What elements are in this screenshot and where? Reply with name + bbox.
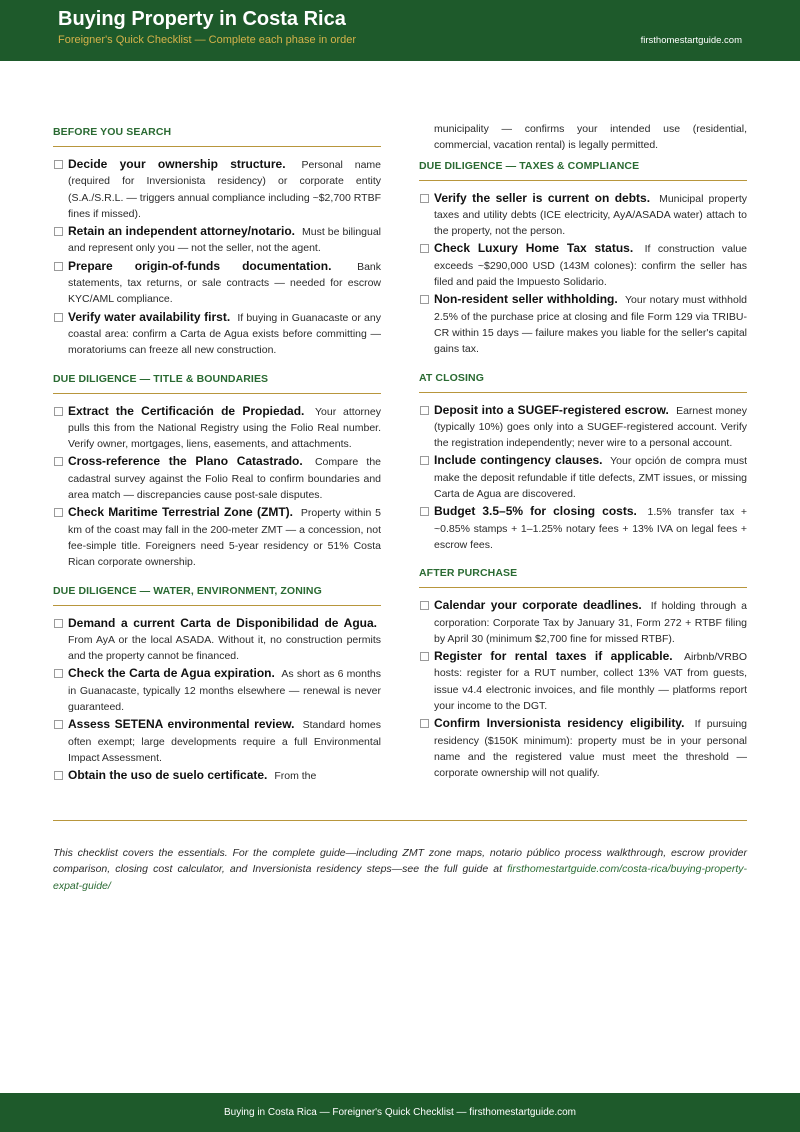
full-guide-link[interactable]: firsthomestartguide.com/costa-rica/buying-property-expat-guide/ [53, 863, 747, 892]
checklist-item [419, 597, 747, 647]
section-divider [53, 820, 747, 821]
item-description: If buying in Guanacaste or any coastal area: confirm a Carta de Agua exists before committing — moratoriums can freeze all new construction. [68, 311, 381, 357]
checklist-item [419, 503, 747, 553]
header-site-link[interactable]: firsthomestartguide.com [640, 35, 742, 46]
item-title: Retain an independent attorney/notario. [68, 224, 295, 239]
item-description: Property within 5 km of the coast may fall in the 200-meter ZMT — a concession, not fee-simple title. Foreigners need 5-year residency or 51% Costa Rican corporate ownership. [68, 507, 382, 569]
checkbox-icon[interactable] [54, 262, 63, 271]
checklist-item [419, 291, 747, 357]
page-footer [0, 1093, 800, 1132]
checklist-item [53, 767, 381, 784]
item-description: Your attorney pulls this from the National Registry using the Folio Real number. Verify owner, mortgages, liens, easements, and attachments. [68, 405, 381, 451]
item-description: From AyA or the local ASADA. Without it, no construction permits and the property cannot be financed. [68, 633, 381, 663]
closing-note [53, 845, 747, 894]
checklist-item [53, 309, 381, 359]
checklist-item [419, 240, 747, 290]
checkbox-icon[interactable] [420, 295, 429, 304]
item-description: Standard homes often exempt; large developments require a full Environmental Impact Assessment. [68, 719, 381, 764]
checklist-item [53, 223, 381, 257]
checklist-item [53, 665, 381, 715]
checkbox-icon[interactable] [420, 194, 429, 203]
checklist-section [419, 157, 747, 358]
checkbox-icon[interactable] [420, 601, 429, 610]
item-title: Demand a current Carta de Disponibilidad de Agua. [68, 615, 377, 630]
item-title: Confirm Inversionista residency eligibility. [434, 716, 685, 731]
section-title: AFTER PURCHASE [419, 564, 747, 588]
page-subtitle: Foreigner's Quick Checklist — Complete each phase in order [58, 34, 357, 46]
checklist-item [53, 403, 381, 453]
checklist-item [53, 504, 381, 570]
section-title: DUE DILIGENCE — WATER, ENVIRONMENT, ZONING [53, 582, 381, 606]
checkbox-icon[interactable] [420, 719, 429, 728]
checkbox-icon[interactable] [54, 407, 63, 416]
item-description: Your notary must withhold 2.5% of the purchase price at closing and file Form 129 via TRIBU-CR within 15 days — failure makes you liable for the seller's capital gains tax. [434, 294, 747, 356]
footer-text: Buying in Costa Rica — Foreigner's Quick Checklist — firsthomestartguide.com [223, 1107, 577, 1118]
checklist-section [419, 564, 747, 781]
checklist-columns [53, 123, 747, 796]
item-title: Non-resident seller withholding. [434, 292, 618, 307]
item-title: Deposit into a SUGEF-registered escrow. [434, 402, 669, 417]
item-description: As short as 6 months in Guanacaste, typically 12 months elsewhere — renewal is never guaranteed. [68, 668, 381, 714]
item-description: 1.5% transfer tax + ~0.85% stamps + 1–1.25% notary fees + 13% IVA on legal fees + escrow fees. [434, 506, 748, 551]
checklist-item [419, 452, 747, 502]
item-title: Check the Carta de Agua expiration. [68, 666, 275, 681]
checklist-item [53, 453, 381, 503]
item-title: Prepare origin-of-funds documentation. [68, 258, 332, 273]
item-title: Decide your ownership structure. [68, 157, 286, 171]
checklist-item [419, 715, 747, 781]
checklist-item [419, 402, 747, 452]
item-title: Check Maritime Terrestrial Zone (ZMT). [68, 505, 293, 520]
checklist-item [53, 615, 381, 665]
checkbox-icon[interactable] [54, 160, 63, 169]
item-title: Cross-reference the Plano Catastrado. [68, 454, 303, 469]
checkbox-icon[interactable] [54, 771, 63, 780]
checklist-item [53, 258, 381, 308]
item-title: Calendar your corporate deadlines. [434, 598, 642, 613]
page-title: Buying Property in Costa Rica [58, 8, 346, 30]
item-description: From the [274, 770, 317, 783]
item-title: Register for rental taxes if applicable. [434, 649, 673, 664]
page-header [0, 0, 800, 61]
item-description: If pursuing residency ($150K minimum): property must be in your personal name and the registered value must meet the threshold — corporate ownership will not qualify. [434, 718, 748, 780]
checklist-item [419, 648, 747, 714]
checklist-item [53, 716, 381, 766]
checklist-section [53, 123, 381, 359]
checkbox-icon[interactable] [54, 313, 63, 322]
item-description: If holding through a corporation: Corporate Tax by January 31, Form 272 + RTBF filing by April 30 (minimum $2,700 fine for missed RTBF). [434, 600, 747, 645]
checkbox-icon[interactable] [54, 669, 63, 678]
checklist-section [53, 370, 381, 571]
item-description: Personal name (required for Inversionista residency) or corporate entity (S.A./S.R.L. — triggers annual compliance including ~$2,700 RTBF fines if missed). [68, 159, 382, 220]
continued-item-text: municipality — confirms your intended use (residential, commercial, vacation rental) is legally permitted. [434, 123, 747, 152]
section-title: BEFORE YOU SEARCH [53, 123, 381, 147]
item-title: Assess SETENA environmental review. [68, 717, 295, 732]
item-description: Municipal property taxes and utility debts (ICE electricity, AyA/ASADA water) attach to the property, not the person. [434, 192, 747, 238]
item-title: Include contingency clauses. [434, 453, 603, 468]
item-description: Must be bilingual and represent only you — not the seller, not the agent. [68, 226, 382, 255]
checklist-section [53, 582, 381, 785]
item-title: Verify the seller is current on debts. [434, 190, 651, 205]
checkbox-icon[interactable] [54, 619, 63, 628]
right-column [419, 123, 747, 796]
item-description: Compare the cadastral survey against the Folio Real to confirm boundaries and area match — discrepancies cause post-sale disputes. [68, 456, 381, 502]
checklist-item [419, 190, 747, 240]
checkbox-icon[interactable] [54, 457, 63, 466]
section-title: DUE DILIGENCE — TAXES & COMPLIANCE [419, 157, 747, 181]
checklist-section [419, 369, 747, 554]
item-title: Check Luxury Home Tax status. [434, 241, 634, 256]
checkbox-icon[interactable] [420, 244, 429, 253]
item-description: If construction value exceeds ~$290,000 USD (143M colones): confirm the seller has filed and paid the Impuesto Solidario. [434, 243, 747, 289]
checkbox-icon[interactable] [420, 507, 429, 516]
item-description: Earnest money (typically 10%) goes only into a SUGEF-registered account. Verify the registration independently; never wire to a personal account. [434, 404, 748, 450]
checkbox-icon[interactable] [54, 508, 63, 517]
section-title: AT CLOSING [419, 369, 747, 393]
item-description: Airbnb/VRBO hosts: register for a RUT number, collect 13% VAT from guests, issue v4.4 electronic invoices, and file monthly — platforms report your income to the DGT. [434, 651, 747, 713]
closing-text: This checklist covers the essentials. For the complete guide—including ZMT zone maps, notario público process walkthrough, escrow provider comparison, closing cost calculator, and Inversionista residency steps—see the full guide at [53, 847, 747, 876]
item-title: Obtain the uso de suelo certificate. [68, 768, 268, 783]
checkbox-icon[interactable] [420, 406, 429, 415]
item-title: Extract the Certificación de Propiedad. [68, 403, 305, 418]
item-description: Bank statements, tax returns, or sale contracts — needed for escrow KYC/AML compliance. [68, 260, 381, 306]
left-column [53, 123, 381, 796]
item-title: Verify water availability first. [68, 309, 231, 324]
item-title: Budget 3.5–5% for closing costs. [434, 504, 637, 519]
checkbox-icon[interactable] [54, 720, 63, 729]
item-description: Your opción de compra must make the deposit refundable if title defects, ZMT issues, or missing Carta de Agua are discovered. [434, 455, 747, 501]
checkbox-icon[interactable] [420, 456, 429, 465]
section-title: DUE DILIGENCE — TITLE & BOUNDARIES [53, 370, 381, 394]
checkbox-icon[interactable] [420, 652, 429, 661]
checkbox-icon[interactable] [54, 227, 63, 236]
checklist-item [53, 156, 381, 222]
